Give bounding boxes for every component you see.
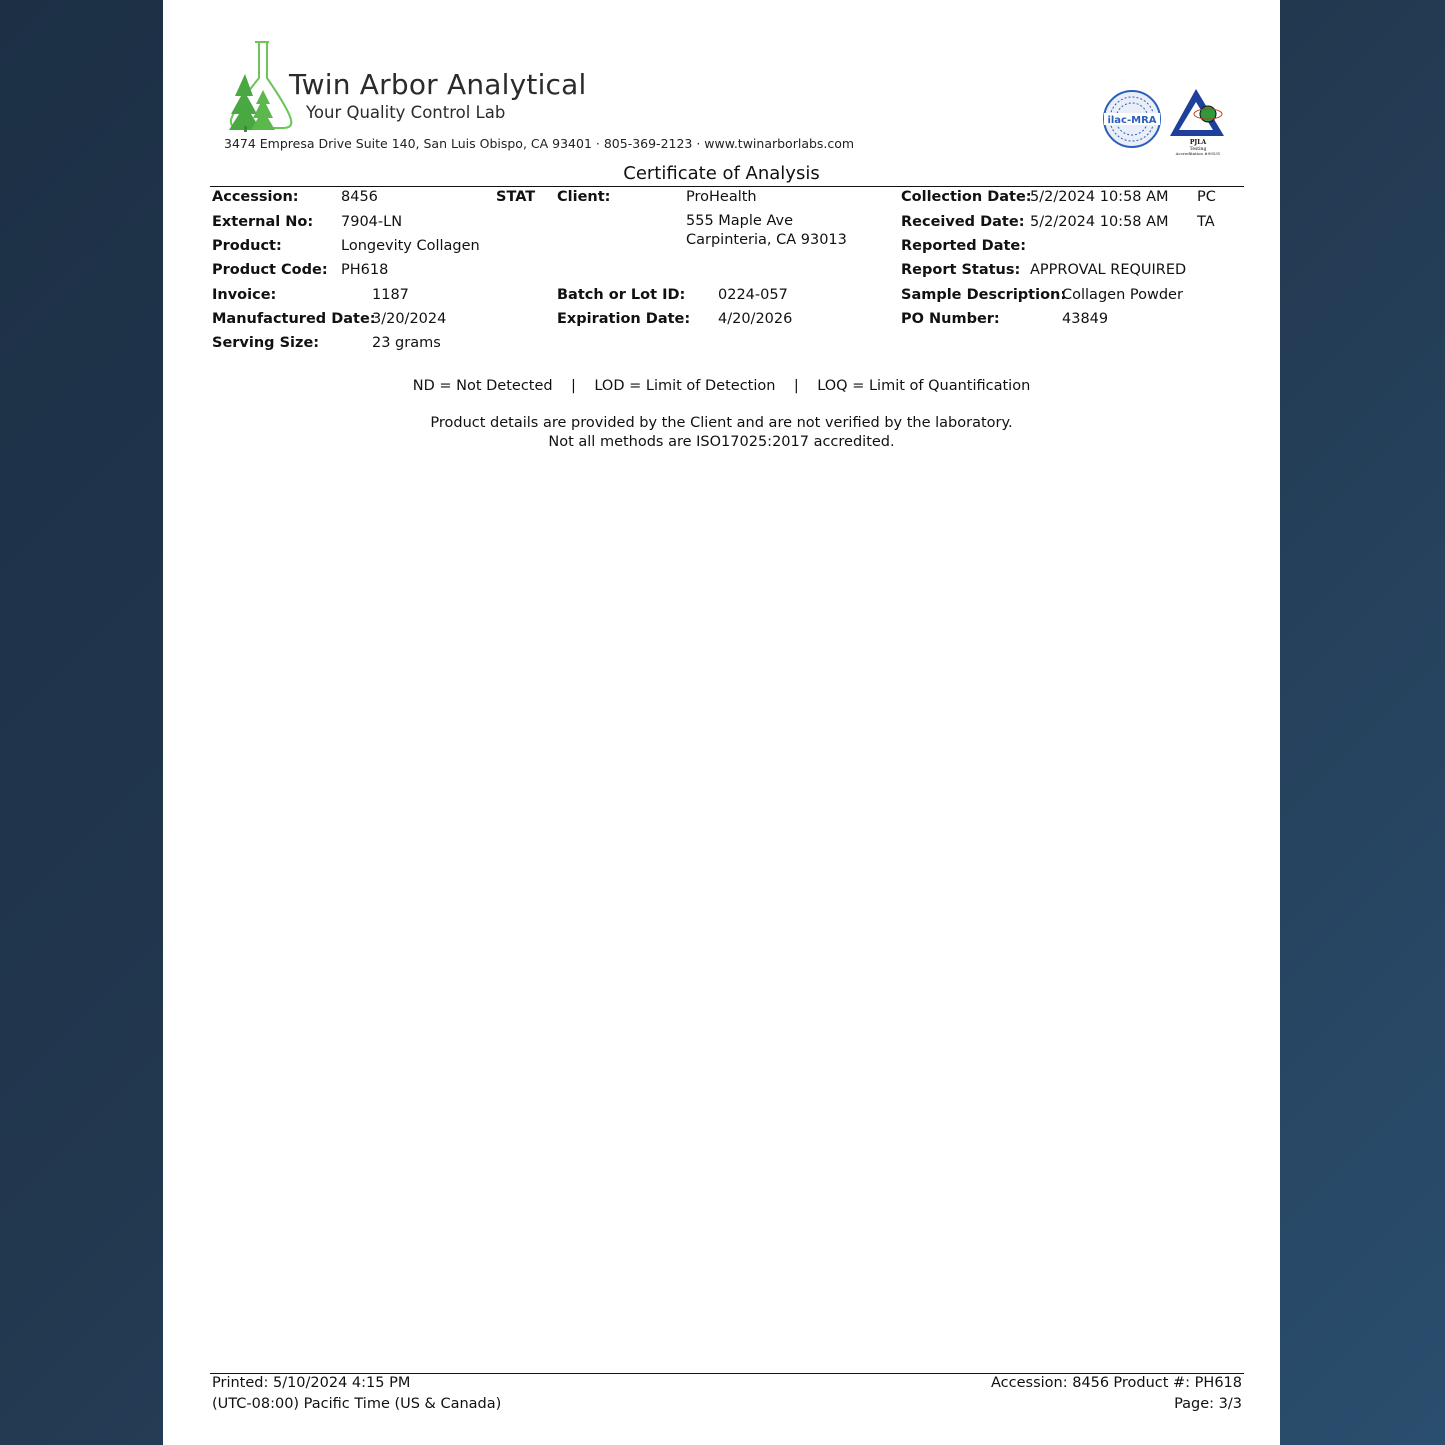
client-name: ProHealth <box>686 189 757 205</box>
pjla-logo-sub1: Testing <box>1189 147 1207 152</box>
po-number-value: 43849 <box>1062 311 1109 327</box>
product-value: Longevity Collagen <box>341 238 480 254</box>
ilac-logo-text: ilac-MRA <box>1107 115 1157 126</box>
reported-date-label: Reported Date: <box>901 238 1027 254</box>
lab-name: Twin Arbor Analytical <box>289 68 587 101</box>
footer-accession: Accession: 8456 <box>991 1375 1110 1391</box>
timezone: (UTC-08:00) Pacific Time (US & Canada) <box>212 1396 502 1412</box>
document-title: Certificate of Analysis <box>623 163 820 184</box>
product-code-label: Product Code: <box>212 262 328 278</box>
collection-date-value: 5/2/2024 10:58 AM <box>1030 189 1169 205</box>
expiration-date-value: 4/20/2026 <box>718 311 793 327</box>
footer-rule <box>210 1373 1244 1374</box>
client-address-line2: Carpinteria, CA 93013 <box>686 232 847 248</box>
external-no-label: External No: <box>212 214 314 230</box>
disclaimer-line2: Not all methods are ISO17025:2017 accredited. <box>548 434 895 450</box>
pjla-logo-text: PJLA <box>1189 139 1207 146</box>
manufactured-date-label: Manufactured Date: <box>212 311 376 327</box>
sample-description-value: Collagen Powder <box>1062 287 1183 303</box>
product-label: Product: <box>212 238 282 254</box>
header-rule <box>210 186 1244 187</box>
lab-tagline: Your Quality Control Lab <box>306 103 506 122</box>
document-page <box>163 0 1280 1445</box>
serving-size-label: Serving Size: <box>212 335 320 351</box>
printed-timestamp: Printed: 5/10/2024 4:15 PM <box>212 1375 411 1391</box>
pjla-logo-sub2: Accreditation #99531 <box>1175 151 1221 156</box>
flask-tree-icon <box>223 38 298 133</box>
serving-size-value: 23 grams <box>372 335 441 351</box>
invoice-label: Invoice: <box>212 287 277 303</box>
po-number-label: PO Number: <box>901 311 1000 327</box>
batch-lot-label: Batch or Lot ID: <box>557 287 686 303</box>
lab-address: 3474 Empresa Drive Suite 140, San Luis Obispo, CA 93401 · 805-369-2123 · www.twinarborlabs.com <box>224 136 855 151</box>
footer-product-number: Product #: PH618 <box>1113 1375 1242 1391</box>
pjla-logo <box>1168 86 1230 158</box>
expiration-date-label: Expiration Date: <box>557 311 691 327</box>
page-number: Page: 3/3 <box>1174 1396 1242 1412</box>
ilac-mra-logo <box>1102 89 1162 149</box>
disclaimer-line1: Product details are provided by the Client and are not verified by the laboratory. <box>430 415 1013 431</box>
sample-description-label: Sample Description: <box>901 287 1067 303</box>
received-date-label: Received Date: <box>901 214 1025 230</box>
stat-label: STAT <box>496 189 536 205</box>
report-status-label: Report Status: <box>901 262 1021 278</box>
received-initials: TA <box>1197 214 1215 230</box>
report-status-value: APPROVAL REQUIRED <box>1030 262 1187 278</box>
client-address-line1: 555 Maple Ave <box>686 213 794 229</box>
batch-lot-value: 0224-057 <box>718 287 788 303</box>
accession-value: 8456 <box>341 189 378 205</box>
abbreviation-legend: ND = Not Detected | LOD = Limit of Detection | LOQ = Limit of Quantification <box>412 378 1031 394</box>
collection-date-label: Collection Date: <box>901 189 1032 205</box>
product-code-value: PH618 <box>341 262 389 278</box>
collection-initials: PC <box>1197 189 1216 205</box>
invoice-value: 1187 <box>372 287 409 303</box>
manufactured-date-value: 3/20/2024 <box>372 311 447 327</box>
accession-label: Accession: <box>212 189 299 205</box>
external-no-value: 7904-LN <box>341 214 403 230</box>
received-date-value: 5/2/2024 10:58 AM <box>1030 214 1169 230</box>
client-label: Client: <box>557 189 611 205</box>
